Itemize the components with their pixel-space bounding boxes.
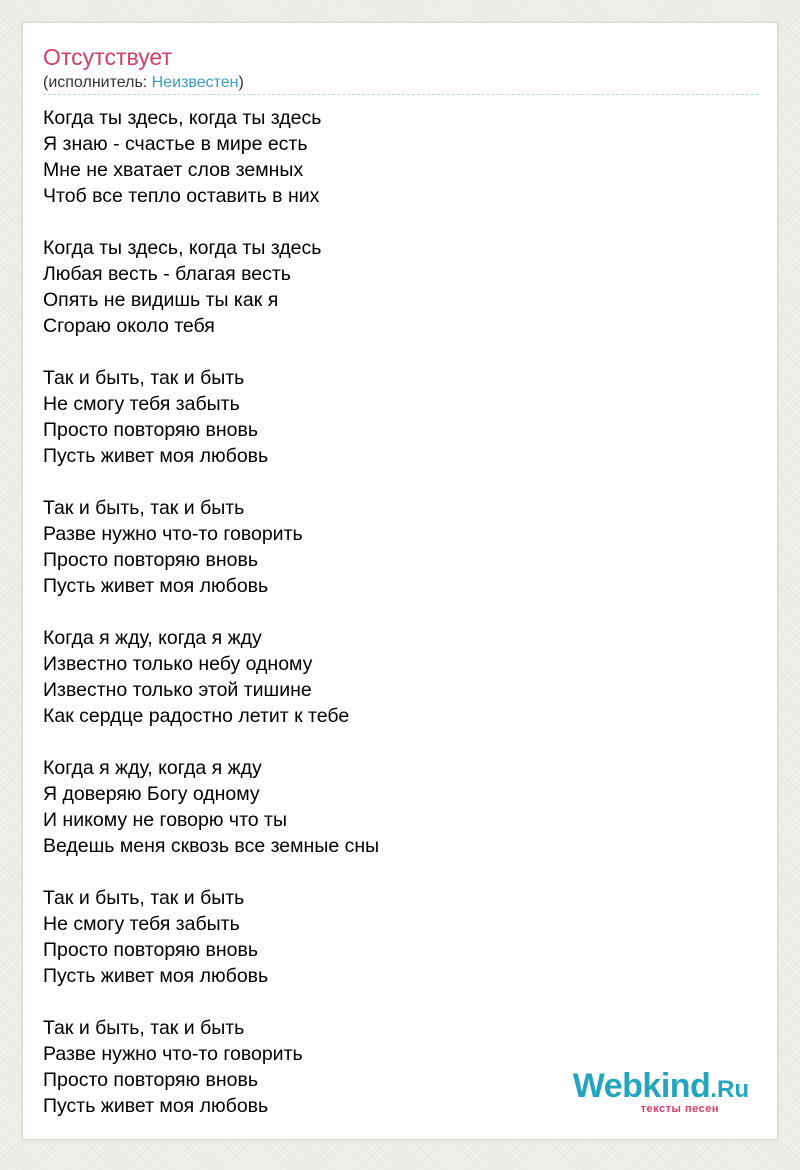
lyrics-line: И никому не говорю что ты xyxy=(43,809,287,831)
lyrics-line: Сгораю около тебя xyxy=(43,315,215,337)
logo-name: Webkind xyxy=(572,1067,711,1105)
artist-prefix: (исполнитель: xyxy=(43,74,152,91)
lyrics-stanza xyxy=(43,625,379,729)
lyrics-line: Известно только небу одному xyxy=(43,653,313,675)
lyrics-line: Разве нужно что-то говорить xyxy=(43,523,303,545)
site-logo[interactable] xyxy=(529,1069,749,1119)
lyrics-text xyxy=(43,105,379,1145)
lyrics-line: Мне не хватает слов земных xyxy=(43,159,304,181)
lyrics-line: Просто повторяю вновь xyxy=(43,549,259,571)
lyrics-line: Пусть живет моя любовь xyxy=(43,445,269,467)
artist-line xyxy=(43,73,244,93)
logo-tagline: тексты песен xyxy=(640,1103,719,1115)
lyrics-line: Просто повторяю вновь xyxy=(43,419,259,441)
lyrics-line: Разве нужно что-то говорить xyxy=(43,1043,303,1065)
lyrics-line: Я доверяю Богу одному xyxy=(43,783,260,805)
lyrics-stanza xyxy=(43,105,379,209)
lyrics-line: Любая весть - благая весть xyxy=(43,263,291,285)
lyrics-line: Известно только этой тишине xyxy=(43,679,312,701)
lyrics-line: Так и быть, так и быть xyxy=(43,367,245,389)
lyrics-stanza xyxy=(43,235,379,339)
lyrics-line: Так и быть, так и быть xyxy=(43,497,245,519)
lyrics-stanza xyxy=(43,1015,379,1119)
lyrics-line: Когда я жду, когда я жду xyxy=(43,757,262,779)
lyrics-stanza xyxy=(43,365,379,469)
lyrics-line: Ведешь меня сквозь все земные сны xyxy=(43,835,380,857)
lyrics-card xyxy=(22,22,778,1140)
lyrics-line: Когда я жду, когда я жду xyxy=(43,627,262,649)
lyrics-line: Опять не видишь ты как я xyxy=(43,289,279,311)
lyrics-line: Пусть живет моя любовь xyxy=(43,1095,269,1117)
lyrics-line: Просто повторяю вновь xyxy=(43,939,259,961)
artist-suffix: ) xyxy=(238,74,244,91)
lyrics-line: Когда ты здесь, когда ты здесь xyxy=(43,107,322,129)
lyrics-line: Я знаю - счастье в мире есть xyxy=(43,133,308,155)
lyrics-stanza xyxy=(43,885,379,989)
lyrics-line: Пусть живет моя любовь xyxy=(43,575,269,597)
logo-tld: .Ru xyxy=(710,1076,749,1103)
lyrics-line: Когда ты здесь, когда ты здесь xyxy=(43,237,322,259)
lyrics-line: Как сердце радостно летит к тебе xyxy=(43,705,350,727)
lyrics-line: Пусть живет моя любовь xyxy=(43,965,269,987)
title-divider xyxy=(43,94,759,95)
lyrics-line: Так и быть, так и быть xyxy=(43,887,245,909)
lyrics-line: Просто повторяю вновь xyxy=(43,1069,259,1091)
lyrics-line: Не смогу тебя забыть xyxy=(43,393,240,415)
lyrics-stanza xyxy=(43,495,379,599)
lyrics-stanza xyxy=(43,755,379,859)
lyrics-line: Так и быть, так и быть xyxy=(43,1017,245,1039)
lyrics-line: Не смогу тебя забыть xyxy=(43,913,240,935)
song-title: Отсутствует xyxy=(43,44,172,70)
lyrics-line: Чтоб все тепло оставить в них xyxy=(43,185,320,207)
artist-link[interactable]: Неизвестен xyxy=(151,74,239,91)
